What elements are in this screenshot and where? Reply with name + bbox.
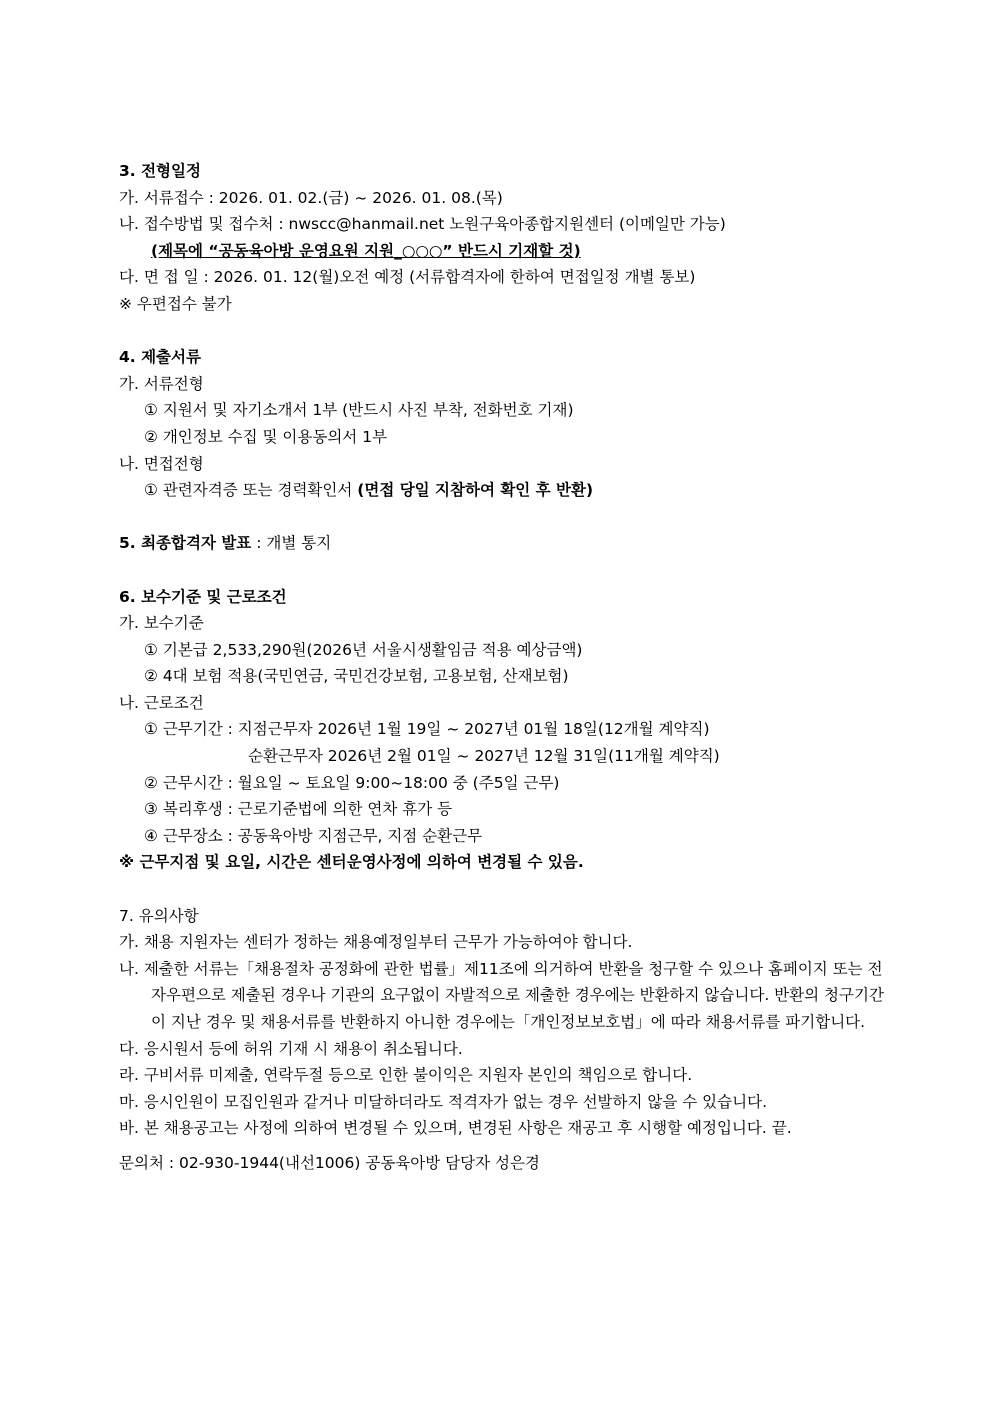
section-7-title: 7. 유의사항: [119, 906, 199, 925]
s6-item-b1: ① 근무기간 : 지점근무자 2026년 1월 19일 ~ 2027년 01월 18일(12개월 계약직): [144, 720, 710, 739]
s6-item-b: 나. 근로조건: [119, 693, 204, 712]
s6-item-b2: ② 근무시간 : 월요일 ~ 토요일 9:00~18:00 중 (주5일 근무): [144, 773, 560, 792]
section-5-title: 5. 최종합격자 발표: [119, 534, 252, 553]
s6-note: ※ 근무지점 및 요일, 시간은 센터운영사정에 의하여 변경될 수 있음.: [119, 853, 584, 872]
section-5-value: : 개별 통지: [251, 534, 332, 553]
s4-item-b1-bold: (면접 당일 지참하여 확인 후 반환): [357, 481, 594, 500]
s4-item-b: 나. 면접전형: [119, 454, 204, 473]
section-4-title: 4. 제출서류: [119, 348, 201, 367]
s6-item-b1-cont: 순환근무자 2026년 2월 01일 ~ 2027년 12월 31일(11개월 계약직): [248, 747, 720, 766]
s4-item-b1: [119, 477, 889, 504]
s6-item-b3: ③ 복리후생 : 근로기준법에 의한 연차 휴가 등: [144, 800, 453, 819]
section-6-title: 6. 보수기준 및 근로조건: [119, 587, 287, 606]
s3-note: ※ 우편접수 불가: [119, 294, 232, 313]
contact-info: 문의처 : 02-930-1944(내선1006) 공동육아방 담당자 성은경: [119, 1153, 540, 1172]
s6-item-a2: ② 4대 보험 적용(국민연금, 국민건강보험, 고용보험, 산재보험): [144, 667, 569, 686]
s4-item-a: 가. 서류전형: [119, 374, 204, 393]
s6-item-b4: ④ 근무장소 : 공동육아방 지점근무, 지점 순환근무: [144, 826, 483, 845]
s7-item-b: 나. 제출한 서류는「채용절차 공정화에 관한 법률」제11조에 의거하여 반환을 청구할 수 있으나 홈페이지 또는 전자우편으로 제출된 경우나 기관의 요구없이 자발적으로 제출한 경우에는 반환하지 않습니다. 반환의 청구기간이 지난 경우 및 채용서류를 반환하지 아니한 경우에는「개인정보보호법」에 따라 채용서류를 파기합니다.: [119, 959, 884, 1031]
s4-item-a1: ① 지원서 및 자기소개서 1부 (반드시 사진 부착, 전화번호 기재): [144, 401, 574, 420]
s3-item-b: 나. 접수방법 및 접수처 : nwscc@hanmail.net 노원구육아종합지원센터 (이메일만 가능): [119, 215, 726, 234]
s7-item-d: 라. 구비서류 미제출, 연락두절 등으로 인한 불이익은 지원자 본인의 책임으로 합니다.: [119, 1066, 693, 1085]
s4-item-b1-text: ① 관련자격증 또는 경력확인서: [144, 481, 358, 500]
s7-item-f: 바. 본 채용공고는 사정에 의하여 변경될 수 있으며, 변경된 사항은 재공고 후 시행할 예정입니다. 끝.: [119, 1119, 792, 1138]
s7-item-c: 다. 응시원서 등에 허위 기재 시 채용이 취소됩니다.: [119, 1039, 463, 1058]
s7-item-a: 가. 채용 지원자는 센터가 정하는 채용예정일부터 근무가 가능하여야 합니다.: [119, 933, 633, 952]
s6-item-a: 가. 보수기준: [119, 614, 204, 633]
s3-item-a: 가. 서류접수 : 2026. 01. 02.(금) ~ 2026. 01. 08.(목): [119, 188, 503, 207]
section-3-title: 3. 전형일정: [119, 162, 201, 180]
s6-item-a1: ① 기본급 2,533,290원(2026년 서울시생활임금 적용 예상금액): [144, 640, 583, 659]
s4-item-a2: ② 개인정보 수집 및 이용동의서 1부: [144, 427, 388, 446]
section-5: [119, 530, 889, 557]
document-page: [119, 158, 889, 1177]
s3-item-c: 다. 면 접 일 : 2026. 01. 12(월)오전 예정 (서류합격자에 한하여 면접일정 개별 통보): [119, 268, 696, 287]
s7-item-e: 마. 응시인원이 모집인원과 같거나 미달하더라도 적격자가 없는 경우 선발하지 않을 수 있습니다.: [119, 1092, 768, 1111]
s3-item-b-note: (제목에 “공동육아방 운영요원 지원_○○○” 반드시 기재할 것): [151, 241, 581, 260]
